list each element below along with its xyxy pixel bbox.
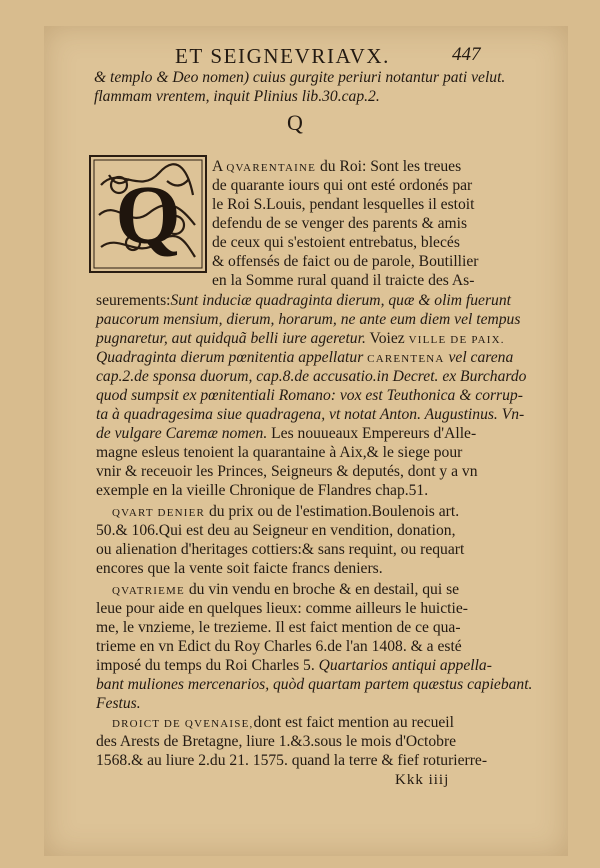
article1-lead-rest: du Roi: Sont les treues	[316, 158, 462, 175]
article3-line-7: Festus.	[96, 695, 141, 712]
article1-line-14: ta à quadragesima siue quadragena, vt notat Anton. Augustinus. Vn-	[96, 406, 525, 423]
article1-l8-roman: seurements:	[96, 292, 171, 309]
article3-headword: QVATRIEME	[112, 585, 185, 597]
article1-l10-smallcaps: VILLE DE PAIX.	[408, 334, 505, 346]
page-number: 447	[452, 44, 481, 65]
article1-line-4: defendu de se venger des parents & amis	[212, 215, 468, 232]
article1-line-13: quod sumpsit ex pœnitentiali Romano: vox est Teuthonica & corrup-	[96, 387, 523, 404]
article1-l11-smallcaps: CARENTENA	[367, 353, 445, 365]
article2-headword: QVART DENIER	[112, 507, 206, 519]
article1-l11-italic2: vel carena	[444, 349, 514, 366]
section-letter: Q	[287, 110, 303, 135]
article2-line-1	[112, 503, 459, 521]
article1-l8-italic: Sunt induciæ quadraginta dierum, quæ & olim fuerunt	[170, 292, 511, 309]
article2-lead-rest: du prix ou de l'estimation.Boulenois art.	[205, 503, 460, 520]
article1-line-2: de quarante iours qui ont esté ordonés par	[212, 177, 473, 194]
decorated-initial	[89, 155, 207, 273]
article2-line-3: ou alienation d'heritages cottiers:& sans requint, ou requart	[96, 541, 465, 558]
article4-line-1	[112, 714, 454, 732]
article1-l15-roman: Les nouueaux Empereurs d'Alle-	[267, 425, 477, 442]
article1-line-11	[96, 349, 513, 367]
article1-line-18: exemple en la vieille Chronique de Flandres chap.51.	[96, 482, 429, 499]
article2-line-2: 50.& 106.Qui est deu au Seigneur en vendition, donation,	[96, 522, 456, 539]
article1-l15-italic: de vulgare Caremæ nomen.	[96, 425, 268, 442]
article3-lead-rest: du vin vendu en broche & en destail, qui se	[184, 581, 460, 598]
article1-l10-italic: pugnaretur, aut quidquã belli iure ageretur.	[96, 330, 366, 347]
article1-line-16: magne esleus tenoient la quarantaine à Aix,& le siege pour	[96, 444, 463, 461]
article1-line-5: de ceux qui s'estoient entrebatus, blecés	[212, 234, 460, 251]
article4-line-2: des Arests de Bretagne, liure 1.&3.sous le mois d'Octobre	[96, 733, 457, 750]
article1-l10-roman: Voiez	[365, 330, 409, 347]
article1-line-1	[212, 158, 461, 176]
article1-line-8	[96, 292, 511, 310]
article1-line-10	[96, 330, 505, 348]
signature-mark: Kkk iiij	[395, 772, 450, 788]
article4-headword-1: DROICT DE	[112, 718, 181, 730]
article1-line-17: vnir & receuoir les Princes, Seigneurs & deputés, dont y a vn	[96, 463, 478, 480]
article1-line-7: en la Somme rural quand il traicte des As-	[212, 272, 475, 289]
article4-headword-2: QVENAISE,	[180, 718, 254, 730]
article3-line-5	[96, 657, 492, 675]
article1-line-15	[96, 425, 476, 443]
article1-headword: QVARENTAINE	[226, 162, 317, 174]
running-head: ET SEIGNEVRIAVX.	[175, 44, 390, 68]
article3-line-2: leue pour aide en quelques lieux: comme ailleurs le huictie-	[96, 600, 468, 617]
article1-l11-italic: Quadraginta dierum pœnitentia appellatur	[96, 349, 368, 366]
article1-line-3: le Roi S.Louis, pendant lesquelles il estoit	[212, 196, 475, 213]
article1-lead-a: A	[212, 158, 227, 175]
article1-line-12: cap.2.de sponsa duorum, cap.8.de accusatio.in Decret. ex Burchardo	[96, 368, 527, 385]
article3-line-6: bant muliones mercenarios, quòd quartam partem quæstus capiebant.	[96, 676, 533, 693]
article1-line-6: & offensés de faict ou de parole, Boutillier	[212, 253, 479, 270]
article3-l5-italic: Quartarios antiqui appella-	[314, 657, 492, 674]
article1-line-9: paucorum mensium, dierum, horarum, ne ante eum diem vel tempus	[96, 311, 521, 328]
article3-line-1	[112, 581, 459, 599]
article2-line-4: encores que la vente soit faicte francs deniers.	[96, 560, 383, 577]
svg-text:Q: Q	[115, 169, 181, 262]
decorated-initial-art	[89, 155, 207, 273]
article3-l5-roman: imposé du temps du Roi Charles 5.	[96, 657, 315, 674]
article3-line-3: me, le vnzieme, le trezieme. Il est faict mention de ce qua-	[96, 619, 461, 636]
article3-line-4: trieme en vn Edict du Roy Charles 6.de l'an 1408. & a esté	[96, 638, 462, 655]
article4-lead-rest: dont est faict mention au recueil	[253, 714, 454, 731]
top-line-2: flammam vrentem, inquit Plinius lib.30.cap.2.	[94, 88, 380, 105]
article4-line-3: 1568.& au liure 2.du 21. 1575. quand la terre & fief roturierre-	[96, 752, 488, 769]
top-line-1: & templo & Deo nomen) cuius gurgite periuri notantur pati velut.	[94, 69, 506, 86]
